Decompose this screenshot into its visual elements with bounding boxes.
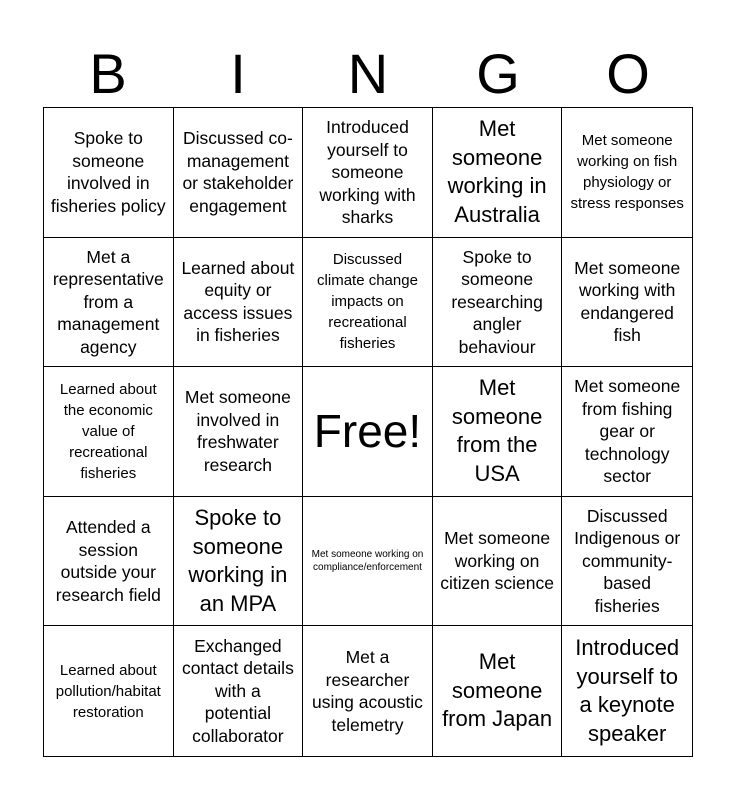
- header-letter-g: G: [476, 42, 520, 105]
- bingo-cell-r4c4[interactable]: [433, 497, 563, 627]
- bingo-board: [43, 107, 693, 757]
- bingo-cell-r2c2[interactable]: [174, 238, 304, 368]
- bingo-cell-r4c5[interactable]: [562, 497, 692, 627]
- bingo-cell-r3c1[interactable]: [44, 367, 174, 497]
- bingo-cell-text: Met someone working on compliance/enforcement: [311, 549, 424, 574]
- bingo-cell-r5c5[interactable]: [562, 626, 692, 756]
- bingo-cell-r3c5[interactable]: [562, 367, 692, 497]
- free-space-label: Free!: [313, 405, 422, 458]
- bingo-cell-text: Met someone working with endangered fish: [574, 257, 681, 346]
- bingo-cell-r4c1[interactable]: [44, 497, 174, 627]
- bingo-cell-r2c4[interactable]: [433, 238, 563, 368]
- bingo-cell-r1c2[interactable]: [174, 108, 304, 238]
- bingo-cell-r1c3[interactable]: [303, 108, 433, 238]
- bingo-cell-r3c2[interactable]: [174, 367, 304, 497]
- bingo-cell-text: Met someone from fishing gear or technology sector: [574, 376, 681, 487]
- bingo-cell-r1c5[interactable]: [562, 108, 692, 238]
- bingo-cell-r5c3[interactable]: [303, 626, 433, 756]
- bingo-cell-text: Spoke to someone involved in fisheries policy: [50, 128, 166, 216]
- bingo-cell-text: Met someone from the USA: [451, 375, 543, 486]
- bingo-cell-text: Discussed Indigenous or community-based fisheries: [574, 505, 681, 616]
- header-letter-n: N: [347, 42, 389, 105]
- bingo-cell-r4c3[interactable]: [303, 497, 433, 627]
- bingo-cell-text: Learned about the economic value of recreational fisheries: [59, 380, 157, 482]
- bingo-cell-r5c4[interactable]: [433, 626, 563, 756]
- bingo-cell-r2c3[interactable]: [303, 238, 433, 368]
- bingo-cell-r5c2[interactable]: [174, 626, 304, 756]
- bingo-cell-r3c4[interactable]: [433, 367, 563, 497]
- bingo-cell-text: Spoke to someone researching angler behaviour: [451, 246, 543, 357]
- bingo-cell-free[interactable]: [303, 367, 433, 497]
- bingo-cell-text: Met someone involved in freshwater research: [184, 387, 291, 475]
- bingo-cell-text: Met someone working in Australia: [447, 116, 547, 227]
- bingo-cell-text: Learned about pollution/habitat restoration: [55, 661, 161, 721]
- bingo-cell-r4c2[interactable]: [174, 497, 304, 627]
- bingo-header: [43, 40, 693, 108]
- bingo-cell-text: Exchanged contact details with a potential collaborator: [181, 635, 294, 746]
- bingo-cell-r1c1[interactable]: [44, 108, 174, 238]
- bingo-cell-text: Introduced yourself to someone working with sharks: [319, 117, 416, 228]
- bingo-cell-text: Met a representative from a management agency: [52, 246, 164, 357]
- bingo-cell-r5c1[interactable]: [44, 626, 174, 756]
- bingo-cell-r1c4[interactable]: [433, 108, 563, 238]
- bingo-cell-r2c1[interactable]: [44, 238, 174, 368]
- header-letter-i: I: [230, 42, 246, 105]
- bingo-cell-text: Discussed co-management or stakeholder engagement: [182, 128, 294, 216]
- header-letter-o: O: [606, 42, 650, 105]
- bingo-cell-text: Discussed climate change impacts on recreational fisheries: [317, 251, 418, 353]
- bingo-cell-text: Met a researcher using acoustic telemetry: [312, 647, 423, 735]
- bingo-cell-text: Met someone from Japan: [442, 649, 553, 732]
- bingo-cell-text: Learned about equity or access issues in fisheries: [181, 257, 295, 346]
- bingo-cell-text: Met someone working on citizen science: [440, 528, 554, 594]
- bingo-cell-text: Attended a session outside your research field: [55, 517, 161, 605]
- bingo-cell-text: Met someone working on fish physiology or stress responses: [570, 132, 684, 213]
- bingo-cell-text: Introduced yourself to a keynote speaker: [575, 635, 680, 746]
- bingo-cell-text: Spoke to someone working in an MPA: [188, 505, 288, 616]
- header-letter-b: B: [89, 42, 127, 105]
- bingo-cell-r2c5[interactable]: [562, 238, 692, 368]
